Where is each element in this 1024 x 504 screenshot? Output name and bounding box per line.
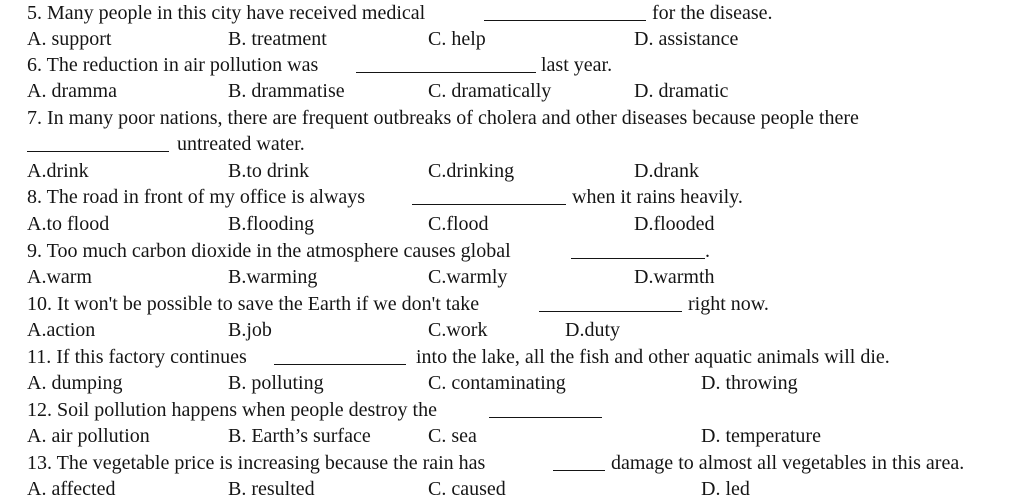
option-d: D. dramatic bbox=[634, 80, 729, 102]
option-c: C.flood bbox=[428, 213, 489, 235]
option-a: A. dumping bbox=[27, 372, 123, 394]
option-b: B. polluting bbox=[228, 372, 324, 394]
question-13-text-before: 13. The vegetable price is increasing because the rain has bbox=[27, 452, 486, 474]
question-13-text-after: damage to almost all vegetables in this area. bbox=[611, 452, 965, 474]
option-c: C. contaminating bbox=[428, 372, 566, 394]
option-b: B.warming bbox=[228, 266, 318, 288]
option-b: B. drammatise bbox=[228, 80, 345, 102]
answer-blank bbox=[539, 311, 682, 312]
answer-blank bbox=[489, 417, 602, 418]
option-d: D. led bbox=[701, 478, 750, 500]
question-5-text-after: for the disease. bbox=[652, 2, 773, 24]
answer-blank bbox=[553, 470, 605, 471]
answer-blank bbox=[571, 258, 705, 259]
option-d: D.warmth bbox=[634, 266, 715, 288]
option-c: C.warmly bbox=[428, 266, 508, 288]
option-d: D.drank bbox=[634, 160, 699, 182]
option-b: B.job bbox=[228, 319, 272, 341]
question-6-text-before: 6. The reduction in air pollution was bbox=[27, 54, 319, 76]
option-d: D.flooded bbox=[634, 213, 715, 235]
option-c: C.drinking bbox=[428, 160, 515, 182]
option-d: D. throwing bbox=[701, 372, 798, 394]
answer-blank bbox=[484, 20, 646, 21]
answer-blank bbox=[27, 151, 169, 152]
option-a: A. support bbox=[27, 28, 112, 50]
question-10-text-after: right now. bbox=[688, 293, 769, 315]
option-a: A.to flood bbox=[27, 213, 110, 235]
question-11-text-after: into the lake, all the fish and other aquatic animals will die. bbox=[416, 346, 890, 368]
answer-blank bbox=[274, 364, 406, 365]
option-c: C. sea bbox=[428, 425, 477, 447]
option-a: A.action bbox=[27, 319, 96, 341]
option-b: B. resulted bbox=[228, 478, 315, 500]
question-7-text-after: untreated water. bbox=[177, 133, 305, 155]
question-9-text-before: 9. Too much carbon dioxide in the atmosphere causes global bbox=[27, 240, 511, 262]
option-c: C. caused bbox=[428, 478, 506, 500]
question-12-text-before: 12. Soil pollution happens when people destroy the bbox=[27, 399, 437, 421]
question-8-text-before: 8. The road in front of my office is always bbox=[27, 186, 366, 208]
option-d: D.duty bbox=[565, 319, 620, 341]
option-c: C.work bbox=[428, 319, 488, 341]
option-a: A.drink bbox=[27, 160, 89, 182]
question-7-text-before: 7. In many poor nations, there are frequent outbreaks of cholera and other diseases because people there bbox=[27, 107, 859, 129]
option-a: A. air pollution bbox=[27, 425, 150, 447]
question-10-text-before: 10. It won't be possible to save the Earth if we don't take bbox=[27, 293, 480, 315]
option-b: B.to drink bbox=[228, 160, 310, 182]
question-8-text-after: when it rains heavily. bbox=[572, 186, 743, 208]
option-b: B.flooding bbox=[228, 213, 315, 235]
option-d: D. assistance bbox=[634, 28, 739, 50]
option-a: A. dramma bbox=[27, 80, 117, 102]
answer-blank bbox=[356, 72, 536, 73]
question-11-text-before: 11. If this factory continues bbox=[27, 346, 247, 368]
answer-blank bbox=[412, 204, 566, 205]
question-5-text-before: 5. Many people in this city have received medical bbox=[27, 2, 426, 24]
option-a: A. affected bbox=[27, 478, 116, 500]
option-c: C. dramatically bbox=[428, 80, 552, 102]
option-c: C. help bbox=[428, 28, 486, 50]
question-9-text-after: . bbox=[705, 240, 710, 262]
option-b: B. Earth’s surface bbox=[228, 425, 371, 447]
option-b: B. treatment bbox=[228, 28, 327, 50]
option-a: A.warm bbox=[27, 266, 92, 288]
option-d: D. temperature bbox=[701, 425, 821, 447]
question-6-text-after: last year. bbox=[541, 54, 613, 76]
